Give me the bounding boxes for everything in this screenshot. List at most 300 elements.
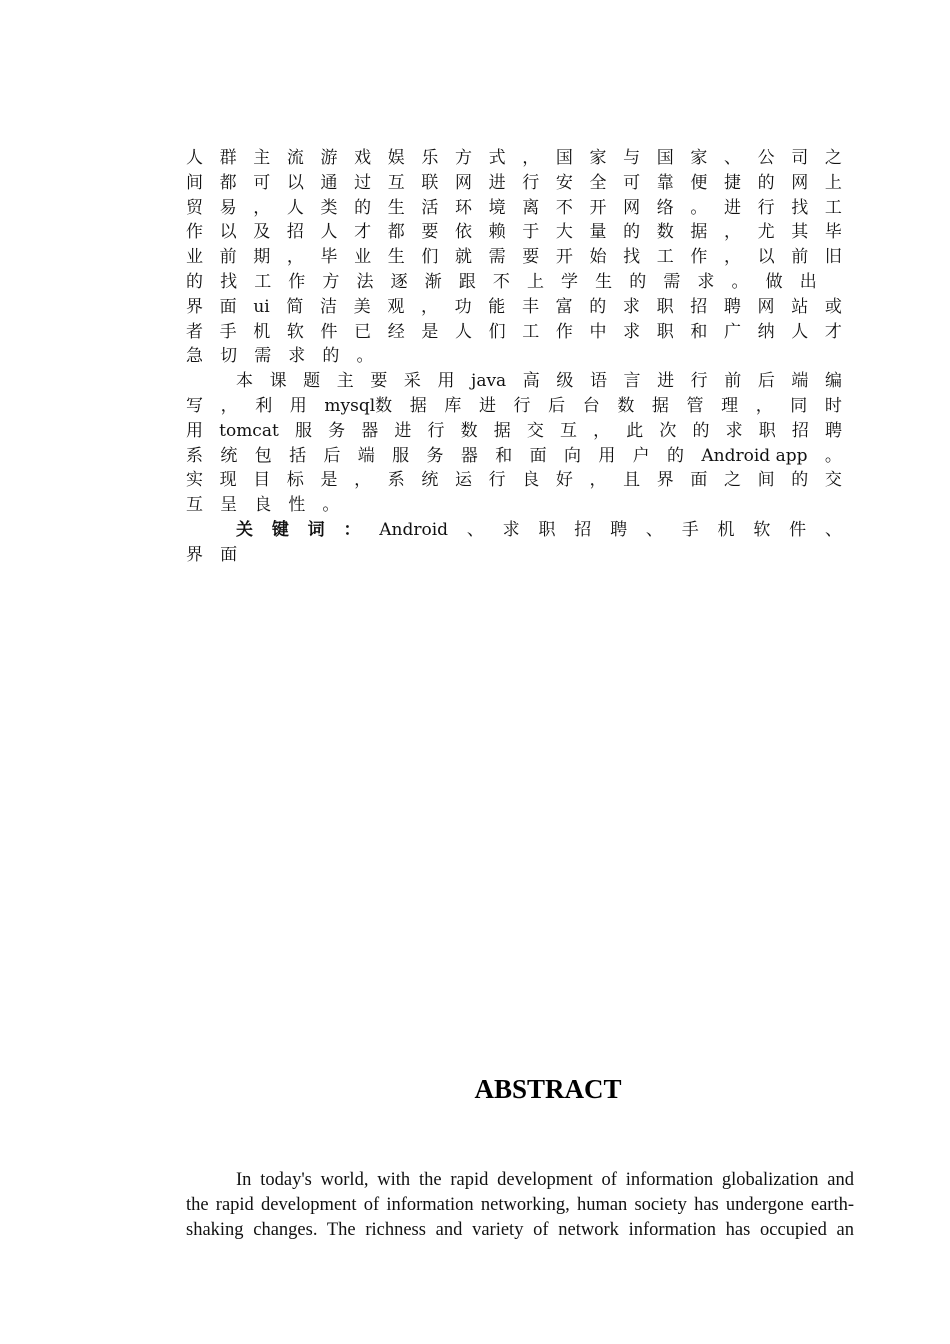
cn-token: 后	[757, 371, 775, 392]
cn-token: 。	[731, 271, 749, 292]
cn-token: 上	[824, 172, 842, 193]
cn-token: 量	[589, 222, 607, 243]
cn-token: 不	[492, 271, 510, 292]
cn-token: 生	[387, 247, 405, 268]
cn-token: 及	[253, 222, 271, 243]
cn-line-12	[186, 419, 842, 444]
cn-token: ，	[589, 470, 607, 491]
cn-token: ui	[253, 296, 270, 317]
cn-token: 互	[559, 420, 577, 441]
cn-token: 美	[353, 296, 371, 317]
cn-token: 业	[186, 247, 203, 268]
cn-token: 前	[724, 371, 742, 392]
cn-token: 时	[824, 395, 842, 416]
cn-token: 求	[502, 519, 520, 540]
cn-token: 切	[220, 346, 238, 367]
cn-token: 和	[690, 321, 708, 342]
cn-token: 要	[522, 247, 540, 268]
cn-token: 网	[757, 296, 775, 317]
cn-token: 主	[336, 371, 354, 392]
cn-token: 和	[495, 445, 513, 466]
cn-token: 与	[623, 148, 641, 168]
cn-line-8	[186, 320, 842, 345]
cn-token: Android app	[701, 445, 808, 466]
cn-token: 的	[623, 222, 641, 243]
cn-token: 生	[387, 197, 405, 218]
cn-token: 界	[656, 470, 674, 491]
cn-token: 进	[724, 197, 741, 218]
cn-token: 键	[271, 519, 289, 540]
cn-token: 聘	[723, 296, 741, 317]
cn-token: 数	[656, 222, 674, 243]
cn-token: 赖	[488, 222, 506, 243]
cn-token: 且	[623, 470, 641, 491]
cn-token: ，	[354, 470, 372, 491]
cn-token: 、	[466, 519, 484, 540]
cn-token: 级	[556, 371, 574, 392]
cn-token: 关	[236, 519, 253, 540]
cn-token: 简	[286, 296, 304, 317]
cn-token: 同	[790, 395, 808, 416]
cn-token: 需	[488, 247, 506, 268]
cn-token: 服	[392, 445, 410, 466]
cn-token: 求	[622, 296, 640, 317]
cn-token: 进	[394, 420, 412, 441]
en-line-1: In today's world, with the rapid development of information globalization and	[236, 1170, 854, 1190]
cn-token: 乐	[421, 148, 439, 168]
cn-token: 网	[455, 172, 472, 193]
cn-token: 不	[555, 197, 573, 218]
cn-token: 作	[186, 222, 203, 243]
cn-token: 。	[690, 197, 708, 218]
cn-token: 务	[426, 445, 444, 466]
cn-token: 求	[725, 420, 743, 441]
cn-token: 洁	[320, 296, 338, 317]
cn-token: 。	[322, 495, 340, 516]
cn-token: 活	[421, 197, 439, 218]
cn-token: 逐	[390, 271, 408, 292]
cn-token: 大	[555, 222, 573, 243]
cn-line-1	[186, 146, 842, 171]
keywords-line	[186, 518, 842, 543]
cn-token: 职	[758, 420, 776, 441]
cn-token: 的	[791, 470, 809, 491]
chinese-abstract-body	[186, 146, 842, 568]
cn-token: 之	[724, 470, 741, 491]
cn-token: 于	[522, 222, 540, 243]
cn-token: 尤	[757, 222, 775, 243]
cn-token: 们	[488, 321, 506, 342]
cn-token: 工	[824, 197, 842, 218]
cn-token: 进	[488, 172, 506, 193]
cn-token: 才	[354, 222, 372, 243]
cn-token: 向	[563, 445, 581, 466]
cn-token: 全	[589, 172, 607, 193]
cn-token: 才	[824, 321, 842, 342]
cn-token: 进	[478, 395, 496, 416]
cn-token: ，	[286, 247, 304, 268]
cn-token: 手	[681, 519, 699, 540]
cn-token: 其	[791, 222, 809, 243]
cn-token: 面	[220, 544, 238, 565]
cn-token: 的	[667, 445, 685, 466]
cn-token: 都	[387, 222, 405, 243]
cn-token: 面	[529, 445, 547, 466]
cn-token: 言	[623, 371, 641, 392]
cn-token: 们	[421, 247, 439, 268]
cn-token: 的	[322, 346, 340, 367]
cn-token: 据	[493, 420, 511, 441]
cn-token: 。	[824, 445, 842, 466]
cn-token: 是	[421, 321, 439, 342]
cn-token: 工	[656, 247, 674, 268]
cn-token: 聘	[824, 420, 842, 441]
cn-token: 络	[656, 197, 674, 218]
cn-token: 找	[220, 271, 238, 292]
cn-token: 人	[286, 197, 304, 218]
cn-token: 学	[561, 271, 579, 292]
cn-token: 的	[354, 197, 372, 218]
cn-token: ：	[343, 519, 361, 540]
cn-token: 系	[387, 470, 405, 491]
cn-token: 联	[421, 172, 439, 193]
cn-token: 娱	[387, 148, 405, 168]
cn-token: 工	[254, 271, 272, 292]
cn-token: 以	[286, 172, 304, 193]
cn-token: 间	[757, 470, 775, 491]
cn-token: 工	[522, 321, 540, 342]
cn-token: 户	[632, 445, 650, 466]
cn-token: 可	[253, 172, 271, 193]
cn-token: 数	[460, 420, 478, 441]
cn-token: 通	[320, 172, 338, 193]
cn-token: 据	[409, 395, 427, 416]
cn-token: 端	[791, 371, 809, 392]
cn-token: 旧	[824, 247, 842, 268]
cn-line-4	[186, 220, 842, 245]
cn-token: 出	[799, 271, 817, 292]
cn-token: 服	[294, 420, 312, 441]
cn-token: 家	[690, 148, 708, 168]
cn-token: 用	[437, 371, 455, 392]
cn-token: 之	[824, 148, 842, 168]
cn-line-6	[186, 270, 842, 295]
cn-token: 编	[824, 371, 842, 392]
cn-token: 用	[186, 420, 203, 441]
cn-token: 包	[254, 445, 272, 466]
cn-token: 靠	[656, 172, 674, 193]
cn-token: 、	[645, 519, 663, 540]
cn-token: 性	[288, 495, 306, 516]
cn-token: 可	[623, 172, 641, 193]
cn-token: 贸	[186, 197, 203, 218]
cn-token: 、	[824, 519, 842, 540]
cn-token: 的	[757, 172, 775, 193]
cn-line-11	[186, 394, 842, 419]
cn-line-5	[186, 245, 842, 270]
cn-token: 职	[656, 296, 674, 317]
cn-token: 本	[236, 371, 253, 392]
cn-token: 运	[455, 470, 472, 491]
cn-token: 上	[526, 271, 544, 292]
cn-token: 期	[253, 247, 271, 268]
cn-token: 据	[690, 222, 708, 243]
cn-token: 作	[555, 321, 573, 342]
cn-token: Android	[379, 519, 449, 540]
cn-token: 题	[303, 371, 321, 392]
cn-token: 安	[555, 172, 573, 193]
cn-token: 机	[253, 321, 271, 342]
cn-token: 已	[354, 321, 372, 342]
cn-token: ，	[755, 395, 773, 416]
cn-token: 捷	[724, 172, 741, 193]
cn-line-7	[186, 295, 842, 320]
cn-token: 富	[555, 296, 573, 317]
cn-line-14	[186, 468, 842, 493]
cn-token: 者	[186, 321, 203, 342]
cn-token: 软	[753, 519, 771, 540]
cn-token: mysql数	[324, 395, 393, 416]
cn-token: ，	[522, 148, 540, 168]
cn-token: 依	[455, 222, 472, 243]
cn-token: 语	[589, 371, 607, 392]
cn-token: 软	[286, 321, 304, 342]
cn-line-3	[186, 196, 842, 221]
cn-token: 互	[186, 495, 203, 516]
cn-token: 的	[692, 420, 710, 441]
cn-token: 跟	[458, 271, 476, 292]
cn-token: 离	[522, 197, 540, 218]
cn-token: tomcat	[219, 420, 279, 441]
cn-token: 用	[598, 445, 616, 466]
cn-token: 始	[589, 247, 607, 268]
cn-token: 良	[522, 470, 540, 491]
cn-token: 标	[286, 470, 304, 491]
cn-token: 招	[791, 420, 809, 441]
cn-token: 就	[455, 247, 472, 268]
cn-token: ，	[220, 395, 238, 416]
cn-token: 此	[626, 420, 644, 441]
cn-token: 利	[255, 395, 273, 416]
cn-token: 库	[444, 395, 462, 416]
cn-token: 毕	[320, 247, 338, 268]
cn-token: ，	[724, 247, 741, 268]
cn-token: 过	[354, 172, 372, 193]
cn-token: 良	[254, 495, 272, 516]
cn-token: 行	[757, 197, 775, 218]
cn-line-2	[186, 171, 842, 196]
cn-token: 的	[589, 296, 607, 317]
cn-token: 要	[370, 371, 388, 392]
cn-token: 便	[690, 172, 708, 193]
cn-token: 国	[555, 148, 573, 168]
cn-token: 器	[460, 445, 478, 466]
cn-line-10	[186, 369, 842, 394]
cn-token: 现	[219, 470, 237, 491]
cn-token: 急	[186, 346, 203, 367]
cn-token: 管	[686, 395, 704, 416]
cn-token: 招	[574, 519, 592, 540]
cn-token: ，	[724, 222, 741, 243]
cn-token: 是	[320, 470, 338, 491]
cn-token: 目	[253, 470, 271, 491]
cn-token: 面	[219, 296, 237, 317]
cn-token: ，	[253, 197, 271, 218]
cn-line-13	[186, 444, 842, 469]
cn-token: 前	[219, 247, 237, 268]
cn-token: 司	[791, 148, 809, 168]
cn-token: java	[471, 371, 507, 392]
cn-token: 找	[623, 247, 641, 268]
cn-line-15	[186, 493, 842, 518]
cn-token: 站	[791, 296, 809, 317]
cn-token: 据	[651, 395, 669, 416]
cn-token: 、	[724, 148, 741, 168]
cn-token: 游	[320, 148, 338, 168]
cn-token: 。	[356, 346, 374, 367]
cn-token: 次	[659, 420, 677, 441]
cn-token: 职	[656, 321, 674, 342]
cn-token: 理	[721, 395, 739, 416]
cn-token: 前	[791, 247, 809, 268]
cn-token: 的	[629, 271, 647, 292]
abstract-heading: ABSTRACT	[474, 1074, 622, 1104]
cn-token: 需	[663, 271, 681, 292]
cn-token: 要	[421, 222, 439, 243]
cn-token: 式	[488, 148, 506, 168]
cn-token: 网	[623, 197, 641, 218]
cn-token: 易	[219, 197, 237, 218]
cn-token: 观	[387, 296, 405, 317]
cn-token: 后	[323, 445, 341, 466]
cn-token: 行	[690, 371, 708, 392]
cn-token: 行	[522, 172, 540, 193]
cn-token: 后	[548, 395, 566, 416]
cn-token: 业	[354, 247, 372, 268]
cn-token: ，	[593, 420, 611, 441]
en-line-3: shaking changes. The richness and variety of network information has occupied an	[186, 1220, 854, 1240]
cn-token: 呈	[220, 495, 238, 516]
cn-token: ，	[420, 296, 438, 317]
cn-token: 环	[455, 197, 472, 218]
cn-token: 机	[717, 519, 735, 540]
cn-token: 务	[328, 420, 346, 441]
cn-token: 采	[403, 371, 421, 392]
cn-token: 纳	[757, 321, 775, 342]
cn-token: 求	[288, 346, 306, 367]
cn-token: 作	[288, 271, 306, 292]
cn-token: 人	[455, 321, 472, 342]
cn-token: 台	[582, 395, 600, 416]
cn-token: 能	[488, 296, 506, 317]
cn-token: 网	[791, 172, 809, 193]
cn-token: 生	[595, 271, 613, 292]
cn-token: 界	[186, 296, 203, 317]
cn-token: 用	[289, 395, 307, 416]
cn-token: 群	[219, 148, 237, 168]
cn-token: 端	[357, 445, 375, 466]
cn-token: 统	[220, 445, 238, 466]
cn-token: 系	[186, 445, 203, 466]
cn-token: 以	[219, 222, 237, 243]
cn-token: 进	[657, 371, 675, 392]
cn-token: 写	[186, 395, 203, 416]
cn-token: 戏	[354, 148, 372, 168]
cn-token: 人	[791, 321, 809, 342]
cn-token: 好	[555, 470, 573, 491]
cn-token: 手	[219, 321, 237, 342]
cn-token: 间	[186, 172, 203, 193]
cn-token: 词	[307, 519, 325, 540]
cn-token: 聘	[610, 519, 628, 540]
cn-token: 行	[488, 470, 506, 491]
cn-token: 功	[454, 296, 472, 317]
cn-token: 方	[322, 271, 340, 292]
cn-token: 境	[488, 197, 506, 218]
cn-token: 经	[387, 321, 405, 342]
cn-token: 渐	[424, 271, 442, 292]
cn-token: 人	[186, 148, 203, 168]
cn-token: 交	[824, 470, 842, 491]
cn-token: 类	[320, 197, 338, 218]
cn-token: 招	[286, 222, 304, 243]
cn-token: 国	[656, 148, 674, 168]
cn-token: 需	[254, 346, 272, 367]
cn-token: 招	[690, 296, 708, 317]
cn-token: 高	[522, 371, 540, 392]
cn-token: 界	[186, 544, 203, 565]
cn-token: 互	[387, 172, 405, 193]
cn-token: 中	[589, 321, 607, 342]
cn-token: 公	[757, 148, 775, 168]
cn-line-9	[186, 344, 842, 369]
cn-token: 找	[791, 197, 809, 218]
cn-token: 主	[253, 148, 271, 168]
cn-token: 法	[356, 271, 374, 292]
cn-token: 行	[513, 395, 531, 416]
cn-token: 毕	[824, 222, 842, 243]
cn-token: 做	[765, 271, 783, 292]
cn-token: 件	[320, 321, 338, 342]
cn-token: 职	[538, 519, 556, 540]
cn-token: 人	[320, 222, 338, 243]
cn-token: 作	[690, 247, 708, 268]
cn-token: 求	[623, 321, 641, 342]
cn-token: 交	[526, 420, 544, 441]
cn-token: 都	[219, 172, 237, 193]
cn-token: 开	[555, 247, 573, 268]
cn-token: 丰	[521, 296, 539, 317]
cn-token: 统	[421, 470, 439, 491]
cn-token: 或	[824, 296, 842, 317]
cn-token: 行	[427, 420, 445, 441]
en-line-2: the rapid development of information networking, human society has undergone earth-	[186, 1195, 854, 1215]
cn-token: 开	[589, 197, 607, 218]
cn-token: 以	[757, 247, 775, 268]
cn-token: 括	[289, 445, 307, 466]
cn-token: 数	[617, 395, 635, 416]
cn-token: 面	[690, 470, 708, 491]
cn-token: 实	[186, 470, 203, 491]
cn-token: 的	[186, 271, 203, 292]
cn-token: 方	[455, 148, 472, 168]
cn-token: 流	[286, 148, 304, 168]
cn-token: 广	[724, 321, 741, 342]
keywords-line-cont	[186, 543, 842, 568]
cn-token: 件	[789, 519, 807, 540]
cn-token: 求	[697, 271, 715, 292]
cn-token: 课	[269, 371, 287, 392]
